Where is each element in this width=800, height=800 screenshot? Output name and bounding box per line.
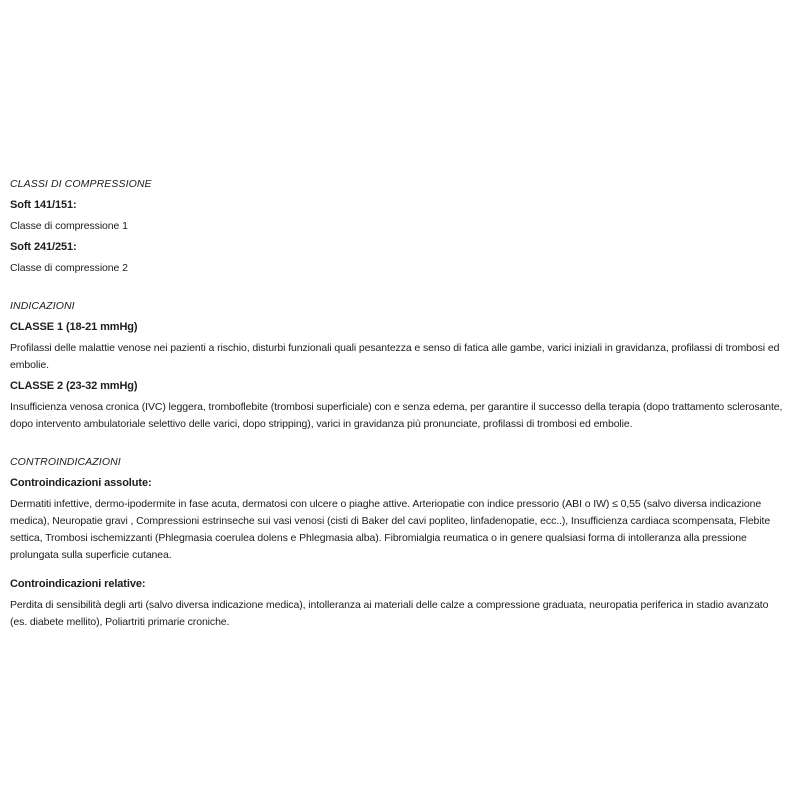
subheading-soft-141-151: Soft 141/151:: [10, 199, 77, 211]
text-classe-compressione-2: Classe di compressione 2: [10, 262, 128, 274]
section-heading-controindicazioni: CONTROINDICAZIONI: [10, 456, 121, 468]
section-heading-classi-di-compressione: CLASSI DI COMPRESSIONE: [10, 178, 152, 190]
text-classe-compressione-1: Classe di compressione 1: [10, 220, 128, 232]
section-controindicazioni: [10, 455, 786, 631]
paragraph-classe-2: Insufficienza venosa cronica (IVC) leggera, tromboflebite (trombosi superficiale) con e senza edema, per garantire il successo della terapia (dopo trattamento sclerosante, dopo intervento ambulatoriale selettivo delle varici, dopo stripping), varici in gravidanza più pronunciate, profilassi di trombosi ed embolie.: [10, 401, 783, 430]
subheading-classe-1: CLASSE 1 (18-21 mmHg): [10, 321, 138, 333]
section-classi-di-compressione: [10, 177, 786, 277]
paragraph-classe-1: Profilassi delle malattie venose nei pazienti a rischio, disturbi funzionali quali pesantezza e senso di fatica alle gambe, varici iniziali in gravidanza, profilassi di trombosi ed embolie.: [10, 342, 780, 371]
paragraph-controindicazioni-relative: Perdita di sensibilità degli arti (salvo diversa indicazione medica), intolleranza ai materiali delle calze a compressione graduata, neuropatia periferica in stadio avanzato (es. diabete mellito), Poliartriti primarie croniche.: [10, 599, 769, 628]
subheading-controindicazioni-assolute: Controindicazioni assolute:: [10, 477, 152, 489]
section-heading-indicazioni: INDICAZIONI: [10, 300, 75, 312]
subheading-classe-2: CLASSE 2 (23-32 mmHg): [10, 380, 138, 392]
subheading-soft-241-251: Soft 241/251:: [10, 241, 77, 253]
section-indicazioni: [10, 299, 786, 433]
paragraph-controindicazioni-assolute: Dermatiti infettive, dermo-ipodermite in fase acuta, dermatosi con ulcere o piaghe attive. Arteriopatie con indice pressorio (ABI o IW) ≤ 0,55 (salvo diversa indicazione medica), Neuropatie gravi , Compressioni estrinseche sui vasi venosi (cisti di Baker del cavi popliteo, linfadenopatie, ecc..), Insufficienza cardiaca scompensata, Flebite settica, Trombosi ischemizzanti (Phlegmasia coerulea dolens e Phlegmasia alba). Fibromialgia reumatica o in genere qualsiasi forma di intolleranza alla pressione prolungata sulla superficie cutanea.: [10, 498, 771, 561]
subheading-controindicazioni-relative: Controindicazioni relative:: [10, 578, 146, 590]
